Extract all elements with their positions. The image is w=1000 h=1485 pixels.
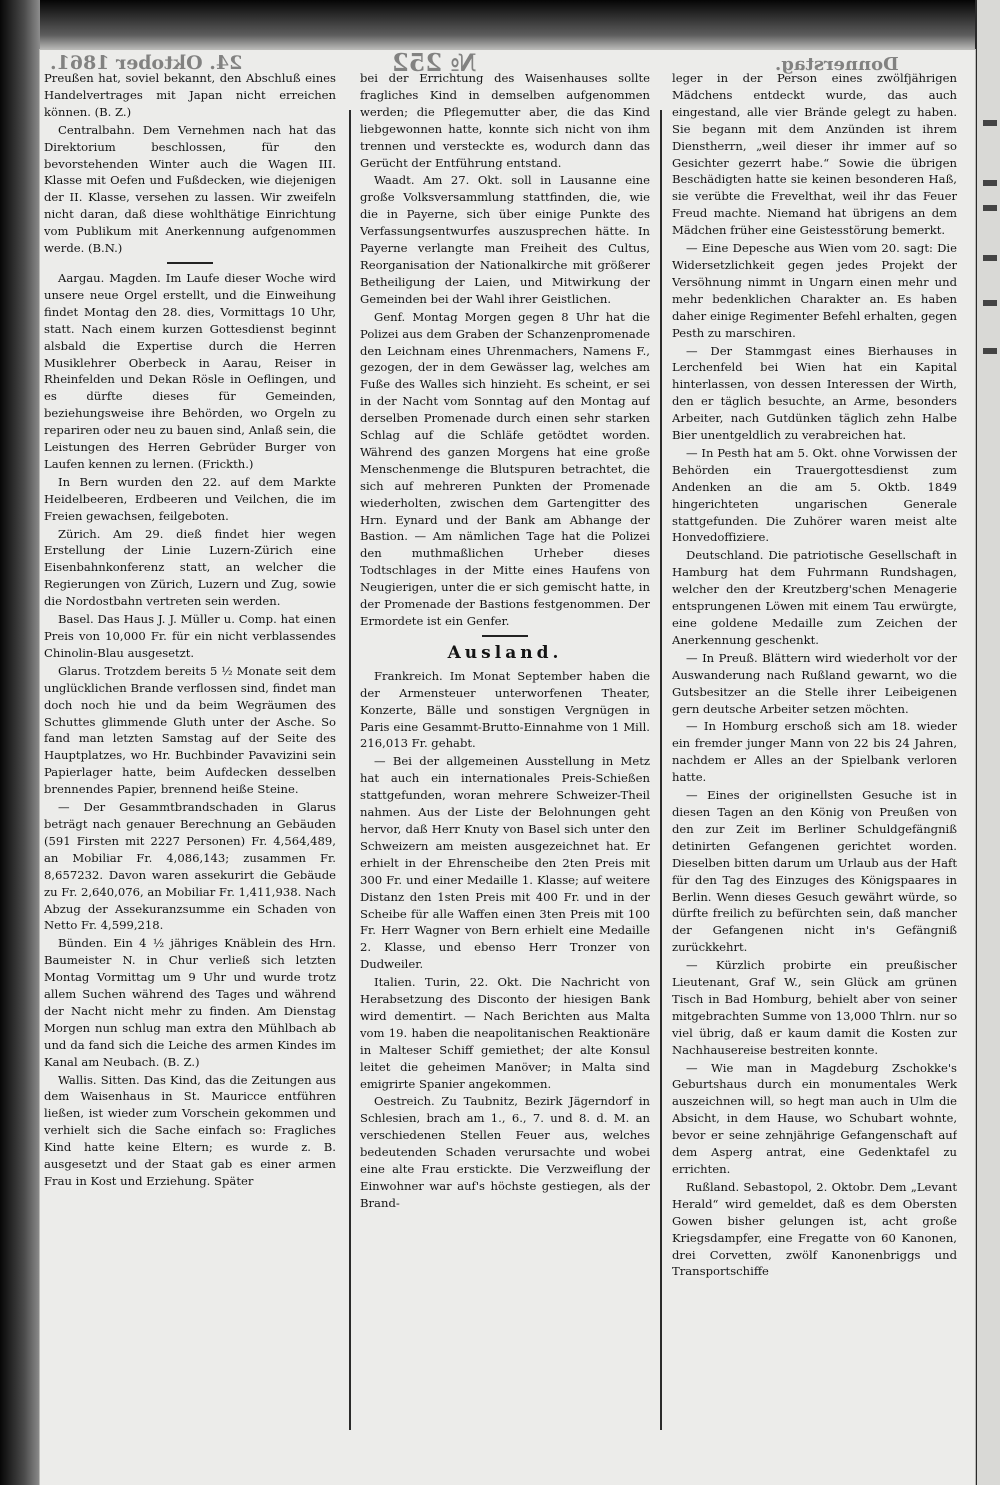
bleed-mark bbox=[983, 120, 997, 126]
column-1 bbox=[44, 70, 336, 1430]
article-paragraph: Oestreich. Zu Taubnitz, Bezirk Jägerndorf in Schlesien, brach am 1., 6., 7. und 8. d. M. an verschiedenen Stellen Feuer aus, welches bedeutenden Schaden verursachte und wobei eine alte Frau erstickte. Die Verzweiflung der Einwohner war auf's höchste gestiegen, als der Brand- bbox=[360, 1094, 650, 1210]
header-page-number: № 252 bbox=[392, 48, 477, 77]
article-paragraph: Waadt. Am 27. Okt. soll in Lausanne eine große Volksversammlung stattfinden, die, wie die in Payerne, sich über einige Punkte des Verfassungsentwurfes auszusprechen hätte. In Payerne verlangte man Freiheit des Cultus, Reorganisation der Nationalkirche mit größerer Betheiligung der Laien, und Mitwirkung der Gemeinden bei der Wahl ihrer Geistlichen. bbox=[360, 173, 650, 306]
article-paragraph: — Kürzlich probirte ein preußischer Lieutenant, Graf W., sein Glück am grünen Tisch in Bad Homburg, behielt aber von seiner mitgebrachten Summe von 13,000 Thlrn. nur so viel übrig, daß er kaum damit die Kosten zur Nachhausereise bestreiten konnte. bbox=[672, 958, 957, 1057]
column-2 bbox=[360, 70, 650, 1430]
article-paragraph: — Bei der allgemeinen Ausstellung in Metz hat auch ein internationales Preis-Schießen stattgefunden, woran mehrere Schweizer-Theil nahmen. Aus der Liste der Belohnungen geht hervor, daß Herr Knuty von Basel sich unter den Schweizern am meisten ausgezeichnet hat. Er erhielt in der Ehrenscheibe den 2ten Preis mit 300 Fr. und einer Medaille 1. Klasse; auf weitere Distanz den 1sten Preis mit 400 Fr. und in der Scheibe für alle Waffen einen 3ten Preis mit 100 Fr. Herr Wagner von Bern erhielt eine Medaille 2. Klasse, und ebenso Herr Tronzer von Dudweiler. bbox=[360, 754, 650, 972]
article-paragraph: bei der Errichtung des Waisenhauses sollte fragliches Kind in demselben aufgenommen werden; die Pflegemutter aber, die das Kind liebgewonnen hatte, konnte sich nicht von ihm trennen und versteckte es, wodurch dann das Gerücht der Entführung entstand. bbox=[360, 71, 650, 170]
article-paragraph: Genf. Montag Morgen gegen 8 Uhr hat die Polizei aus dem Graben der Schanzenpromenade den Leichnam eines Uhrenmachers, Namens F., gezogen, der in dem Gewässer lag, welches am Fuße des Walles sich hinzieht. Es scheint, er sei in der Nacht vom Sonntag auf den Montag auf derselben Promenade durch einen sehr starken Schlag auf die Schläfe getödtet worden. Während des ganzen Morgens hat eine große Menschenmenge die Blutspuren betrachtet, die sich auf mehreren Punkten der Promenade wiederholten, zwischen dem Gartengitter des Hrn. Eynard und der Bank am Abhange der Bastion. — Am nämlichen Tage hat die Polizei den muthmaßlichen Urheber dieses Todtschlages in der Mitte eines Haufens von Neugierigen, unter die er sich gemischt hatte, in der Promenade der Bastions festgenommen. Der Ermordete ist ein Genfer. bbox=[360, 309, 650, 628]
article-paragraph: — In Homburg erschoß sich am 18. wieder ein fremder junger Mann von 22 bis 24 Jahren, nachdem er Alles an der Spielbank verloren hatte. bbox=[672, 719, 957, 785]
article-paragraph: Wallis. Sitten. Das Kind, das die Zeitungen aus dem Waisenhaus in St. Mauricce entführen ließen, ist wieder zum Vorschein gekommen und verhielt sich die Sache einfach so: Fragliches Kind hatte keine Eltern; es wurde z. B. ausgesetzt und der Staat gab es einer armen Frau in Kost und Erziehung. Später bbox=[44, 1072, 336, 1188]
article-paragraph: Rußland. Sebastopol, 2. Oktobr. Dem „Levant Herald“ wird gemeldet, daß es dem Obersten Gowen bisher gelungen ist, acht große Kriegsdampfer, eine Fregatte von 60 Kanonen, drei Corvetten, zwölf Kanonenbriggs und Transportschiffe bbox=[672, 1179, 957, 1279]
article-paragraph: — In Preuß. Blättern wird wiederholt vor der Auswanderung nach Rußland gewarnt, wo die Gutsbesitzer an die Stelle ihrer Leibeigenen gern deutsche Arbeiter setzen möchten. bbox=[672, 650, 957, 716]
article-paragraph: Aargau. Magden. Im Laufe dieser Woche wird unsere neue Orgel erstellt, und die Einweihung findet Montag den 28. dies, Vormittags 10 Uhr, statt. Nach einem kurzen Gottesdienst beginnt alsbald die Expertise durch die Herren Musiklehrer Oberbeck in Aarau, Reiser in Rheinfelden und Dekan Rösle in Oeflingen, und es dürfte dieses für Gemeinden, beziehungsweise ihre Behörden, wo Orgeln zu repariren oder neu zu bauen sind, Anlaß sein, die Leistungen des Herren Gebrüder Burger von Laufen kennen zu lernen. (Frickth.) bbox=[44, 270, 336, 471]
bleed-mark bbox=[983, 300, 997, 306]
article-paragraph: Centralbahn. Dem Vernehmen nach hat das Direktorium beschlossen, für den bevorstehenden Winter auch die Wagen III. Klasse mit Oefen und Fußdecken, wie diejenigen der II. Klasse, versehen zu lassen. Wir zweifeln nicht daran, daß diese wohlthätige Einrichtung vom Publikum mit Anerkennung aufgenommen werde. (B.N.) bbox=[44, 122, 336, 256]
article-paragraph: — Der Gesammtbrandschaden in Glarus beträgt nach genauer Berechnung an Gebäuden (591 Firsten mit 2227 Personen) Fr. 4,564,489, an Mobiliar Fr. 4,086,143; zusammen Fr. 8,657232. Davon waren assekurirt die Gebäude zu Fr. 2,640,076, an Mobiliar Fr. 1,411,938. Nach Abzug der Assekuranzsumme ein Schaden von Netto Fr. 4,599,218. bbox=[44, 800, 336, 933]
column-rule bbox=[660, 110, 662, 1430]
section-divider bbox=[482, 635, 528, 637]
bleed-mark bbox=[983, 205, 997, 211]
article-paragraph: Zürich. Am 29. dieß findet hier wegen Erstellung der Linie Luzern-Zürich eine Eisenbahnkonferenz statt, an welcher die Regierungen von Zürich, Luzern und Zug, sowie die Nordostbahn vertreten sein werden. bbox=[44, 526, 336, 609]
bleed-mark bbox=[983, 348, 997, 354]
header-weekday: Donnerstag. bbox=[775, 54, 899, 75]
section-divider bbox=[167, 262, 213, 264]
article-paragraph: In Bern wurden den 22. auf dem Markte Heidelbeeren, Erdbeeren und Veilchen, die im Freien gewachsen, feilgeboten. bbox=[44, 474, 336, 523]
adjacent-page-edge bbox=[975, 0, 1000, 1485]
article-paragraph: — Eines der originellsten Gesuche ist in diesen Tagen an den König von Preußen von den zur Zeit im Berliner Schuldgefängniß detinirten Gefangenen gerichtet worden. Dieselben bitten darum um Urlaub aus der Haft für den Tag des Einzuges des Königspaares in Berlin. Wenn dieses Gesuch gewährt würde, so dürfte freilich zu befürchten sein, daß mancher der Gefangenen nicht in's Gefängniß zurückkehrt. bbox=[672, 788, 957, 955]
column-3 bbox=[672, 70, 957, 1430]
header-date: 24. Oktober 1861. bbox=[50, 52, 243, 74]
article-paragraph: — Der Stammgast eines Bierhauses in Lerchenfeld bei Wien hat ein Kapital hinterlassen, von dessen Interessen der Wirth, den er täglich besuchte, an Arme, besonders Arbeiter, nach Gutdünken täglich zehn Halbe Bier unentgeldlich zu verabreichen hat. bbox=[672, 343, 957, 443]
article-paragraph: — Eine Depesche aus Wien vom 20. sagt: Die Widersetzlichkeit gegen jedes Projekt der Versöhnung nimmt in Ungarn einen mehr und mehr bedenklichen Charakter an. Es haben daher einige Regimenter Befehl erhalten, gegen Pesth zu marschiren. bbox=[672, 241, 957, 340]
article-paragraph: Preußen hat, soviel bekannt, den Abschluß eines Handelvertrages mit Japan nicht erreichen können. (B. Z.) bbox=[44, 71, 336, 119]
article-paragraph: Bünden. Ein 4 ½ jähriges Knäblein des Hrn. Baumeister N. in Chur verließ sich letzten Montag Vormittag um 9 Uhr und wurde trotz allem Suchen während des Tages und während der Nacht nicht mehr zu finden. Am Dienstag Morgen nun schlug man extra den Mühlbach ab und da fand sich die Leiche des armen Kindes im Kanal am Neubach. (B. Z.) bbox=[44, 936, 336, 1069]
article-paragraph: Frankreich. Im Monat September haben die der Armensteuer unterworfenen Theater, Konzerte, Bälle und sonstigen Vergnügen in Paris eine Gesammt-Brutto-Einnahme von 1 Mill. 216,013 Fr. gehabt. bbox=[360, 668, 650, 751]
article-paragraph: Glarus. Trotzdem bereits 5 ½ Monate seit dem unglücklichen Brande verflossen sind, findet man doch noch hie und da beim Wegräumen des Schuttes glimmende Gluth unter der Asche. So fand man letzten Samstag auf der Seite des Hauptplatzes, wo Hr. Buchbinder Pavavizini sein Papierlager hatte, beim Aufdecken desselben brennendes Papier, brennend heiße Steine. bbox=[44, 663, 336, 797]
article-paragraph: — In Pesth hat am 5. Okt. ohne Vorwissen der Behörden ein Trauergottesdienst zum Andenken an die am 5. Oktb. 1849 hingerichteten ungarischen Generale stattgefunden. Die Zuhörer waren meist alte Honvedoffiziere. bbox=[672, 445, 957, 545]
article-paragraph: Deutschland. Die patriotische Gesellschaft in Hamburg hat dem Fuhrmann Rundshagen, welcher den der Kreutzberg'schen Menagerie entsprungenen Löwen mit einem Tau erwürgte, eine goldene Medaille zum Zeichen der Anerkennung geschenkt. bbox=[672, 548, 957, 647]
article-paragraph: Basel. Das Haus J. J. Müller u. Comp. hat einen Preis von 10,000 Fr. für ein nicht verblassendes Chinolin-Blau ausgesetzt. bbox=[44, 612, 336, 660]
article-paragraph: Italien. Turin, 22. Okt. Die Nachricht von Herabsetzung des Disconto der hiesigen Bank wird dementirt. — Nach Berichten aus Malta vom 19. haben die neapolitanischen Reaktionäre in Malteser Schiff gemiethet; der alte Konsul leitet die geheimen Manöver; in Malta sind emigrirte Spanier angekommen. bbox=[360, 975, 650, 1091]
scan-left-edge bbox=[0, 0, 40, 1485]
column-rule bbox=[349, 110, 351, 1430]
bleed-mark bbox=[983, 180, 997, 186]
section-heading: Ausland. bbox=[447, 642, 563, 663]
article-paragraph: — Wie man in Magdeburg Zschokke's Geburtshaus durch ein monumentales Werk auszeichnen will, so hegt man auch in Ulm die Absicht, in dem Hause, wo Schubart wohnte, bevor er seine zehnjährige Gefangenschaft auf dem Asperg antrat, eine Gedenktafel zu errichten. bbox=[672, 1060, 957, 1176]
bleed-mark bbox=[983, 255, 997, 261]
article-paragraph: leger in der Person eines zwölfjährigen Mädchens entdeckt wurde, das auch eingestand, alle vier Brände gelegt zu haben. Sie begann mit dem Anzünden ist ihrem Dienstherrn, „weil dieser ihr immer auf so Gesichter gezerrt habe.“ Sowie die übrigen Beschädigten hatte sie keinen besonderen Haß, sie verübte die Frevelthat, weil ihr das Feuer Freud machte. Niemand hat übrigens an dem Mädchen früher eine Geistesstörung bemerkt. bbox=[672, 71, 957, 238]
